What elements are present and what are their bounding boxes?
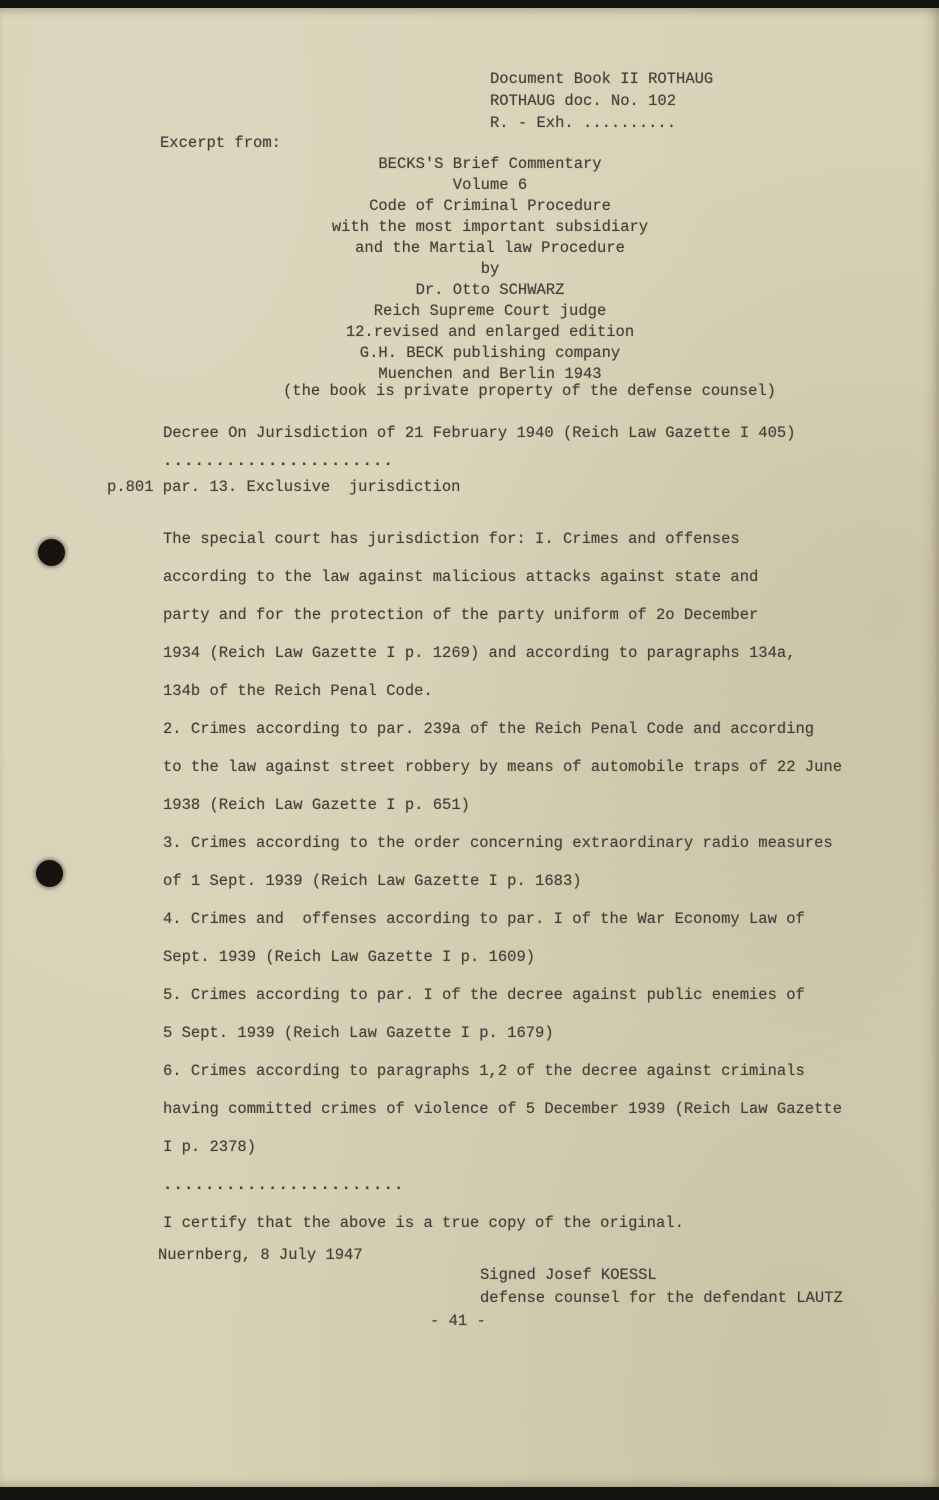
title-line: BECKS'S Brief Commentary: [378, 155, 602, 173]
body-line: party and for the protection of the party uniform of 2o December: [163, 606, 759, 624]
body-line: I p. 2378): [163, 1138, 257, 1156]
header-doc-number: ROTHAUG doc. No. 102: [490, 92, 677, 110]
section-heading: p.801 par. 13. Exclusive jurisdiction: [107, 478, 461, 496]
title-block: [40, 154, 939, 385]
title-line: 12.revised and enlarged edition: [345, 323, 635, 341]
body-line: 1938 (Reich Law Gazette I p. 651): [163, 796, 470, 814]
title-line: and the Martial law Procedure: [355, 239, 625, 257]
title-line: G.H. BECK publishing company: [359, 344, 621, 362]
body-line: 5. Crimes according to par. I of the decree against public enemies of: [163, 986, 805, 1004]
body-line: 2. Crimes according to par. 239a of the Reich Penal Code and according: [163, 720, 815, 738]
body-line: according to the law against malicious attacks against state and: [163, 568, 759, 586]
dots-line: ......................: [163, 452, 395, 470]
title-line: Reich Supreme Court judge: [373, 302, 607, 320]
excerpt-label: Excerpt from:: [160, 134, 281, 152]
date-place-line: Nuernberg, 8 July 1947: [158, 1246, 363, 1264]
body-line: 1934 (Reich Law Gazette I p. 1269) and according to paragraphs 134a,: [163, 644, 796, 662]
body-line: to the law against street robbery by means of automobile traps of 22 June: [163, 758, 843, 776]
section-heading-block: [107, 476, 460, 498]
signed-line: Signed Josef KOESSL: [480, 1266, 657, 1284]
page-number-block: [430, 1310, 486, 1332]
document-header: [490, 68, 713, 134]
body-line: Sept. 1939 (Reich Law Gazette I p. 1609): [163, 948, 536, 966]
hole-punch-top: [38, 539, 65, 566]
counsel-line: defense counsel for the defendant LAUTZ: [480, 1288, 843, 1307]
body-text: [163, 520, 883, 1242]
body-line: 5 Sept. 1939 (Reich Law Gazette I p. 1679): [163, 1024, 554, 1042]
dotted-separator-bottom: .......................: [163, 1176, 405, 1194]
signature-block: [480, 1264, 843, 1309]
body-line: The special court has jurisdiction for: I. Crimes and offenses: [163, 530, 740, 548]
ownership-note: (the book is private property of the defense counsel): [283, 382, 776, 400]
dotted-separator-top: [163, 450, 394, 472]
title-line: Dr. Otto SCHWARZ: [415, 281, 565, 299]
header-exhibit: R. - Exh. ..........: [490, 114, 677, 132]
certification-line: I certify that the above is a true copy of the original.: [163, 1214, 684, 1232]
decree-title: Decree On Jurisdiction of 21 February 1940 (Reich Law Gazette I 405): [163, 424, 796, 442]
page-number: - 41 -: [430, 1312, 486, 1330]
excerpt-label-block: [160, 132, 281, 154]
title-line: with the most important subsidiary: [331, 218, 649, 236]
body-line: 134b of the Reich Penal Code.: [163, 682, 433, 700]
body-line: having committed crimes of violence of 5 December 1939 (Reich Law Gazette: [163, 1100, 843, 1118]
body-line: 4. Crimes and offenses according to par. I of the War Economy Law of: [163, 910, 805, 928]
decree-title-block: [163, 422, 796, 444]
title-line: Volume 6: [452, 176, 528, 194]
title-line: by: [480, 260, 500, 278]
ownership-note-block: [283, 380, 776, 402]
body-line: 3. Crimes according to the order concerning extraordinary radio measures: [163, 834, 833, 852]
body-line: of 1 Sept. 1939 (Reich Law Gazette I p. 1683): [163, 872, 582, 890]
title-line: Muenchen and Berlin 1943: [378, 365, 602, 383]
header-doc-book: Document Book II ROTHAUG: [490, 70, 714, 88]
body-line: 6. Crimes according to paragraphs 1,2 of the decree against criminals: [163, 1062, 805, 1080]
title-line: Code of Criminal Procedure: [369, 197, 611, 215]
date-place-block: [158, 1244, 363, 1266]
document-page: [0, 8, 939, 1487]
hole-punch-bottom: [36, 860, 63, 887]
